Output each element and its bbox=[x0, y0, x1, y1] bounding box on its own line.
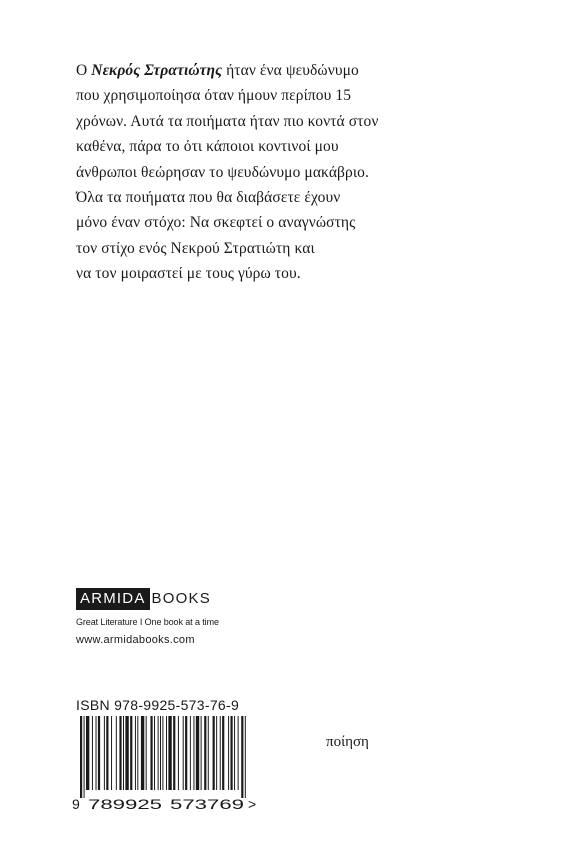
barcode-bar bbox=[178, 716, 179, 790]
barcode-bar bbox=[123, 716, 124, 790]
barcode-bar bbox=[104, 716, 105, 790]
barcode-bar bbox=[158, 716, 159, 790]
blurb-line-5: άνθρωποι θεώρησαν το ψευδώνυμο μακάβριο. bbox=[76, 163, 369, 181]
barcode bbox=[70, 714, 260, 814]
barcode-bar bbox=[98, 716, 100, 790]
pseudonym-title: Νεκρός Στρατιώτης bbox=[91, 62, 223, 79]
barcode-bar bbox=[228, 716, 229, 790]
barcode-bar bbox=[146, 716, 147, 790]
publisher-tagline: Great Literature I One book at a time bbox=[76, 617, 219, 627]
barcode-bar bbox=[234, 716, 235, 790]
barcode-bar bbox=[166, 716, 167, 790]
barcode-first-digit: 9 bbox=[72, 796, 80, 812]
barcode-bar bbox=[106, 716, 108, 790]
barcode-bar bbox=[190, 716, 191, 790]
barcode-bar bbox=[222, 716, 224, 790]
publisher-website: www.armidabooks.com bbox=[76, 634, 195, 646]
barcode-bar bbox=[130, 716, 132, 790]
barcode-digits-left: 789925 bbox=[88, 796, 163, 812]
barcode-bar bbox=[220, 716, 221, 790]
barcode-bar bbox=[168, 716, 171, 790]
barcode-bar bbox=[213, 716, 215, 790]
back-cover-blurb bbox=[76, 58, 516, 287]
blurb-line-1 bbox=[76, 58, 516, 83]
barcode-bar bbox=[92, 716, 93, 790]
barcode-bar bbox=[193, 716, 194, 790]
blurb-line-2: που χρησιμοποίησα όταν ήμουν περίπου 15 bbox=[76, 87, 352, 105]
barcode-bar bbox=[96, 716, 97, 790]
barcode-bar bbox=[230, 716, 232, 790]
blurb-line-4: καθένα, πάρα το ότι κάποιοι κοντινοί μου bbox=[76, 138, 339, 156]
blurb-line-7: μόνο έναν στόχο: Να σκεφτεί ο αναγνώστης bbox=[76, 214, 356, 232]
barcode-bars bbox=[80, 716, 246, 798]
barcode-bar bbox=[160, 716, 161, 790]
barcode-bar bbox=[111, 716, 112, 790]
barcode-bar bbox=[216, 716, 217, 790]
barcode-end-marker: > bbox=[248, 796, 257, 812]
isbn-label: ISBN 978-9925-573-76-9 bbox=[76, 697, 240, 713]
barcode-bar bbox=[241, 716, 243, 798]
barcode-bar bbox=[173, 716, 175, 790]
barcode-digits-right: 573769 bbox=[170, 796, 245, 812]
barcode-bar bbox=[183, 716, 184, 790]
barcode-bar bbox=[245, 716, 246, 798]
blurb-line-6: Όλα τα ποιήματα που θα διαβάσετε έχουν bbox=[76, 189, 341, 207]
publisher-logo bbox=[76, 587, 276, 611]
logo-plain-word: BOOKS bbox=[151, 590, 211, 607]
barcode-bar bbox=[196, 716, 199, 790]
barcode-bar bbox=[125, 716, 128, 790]
barcode-bar bbox=[80, 716, 82, 798]
barcode-bar bbox=[116, 716, 117, 790]
publisher-block bbox=[76, 587, 276, 647]
barcode-bar bbox=[137, 716, 138, 790]
genre-label: ποίηση bbox=[326, 734, 369, 750]
blurb-line-3: χρόνων. Αυτά τα ποιήματα ήταν πιο κοντά στον bbox=[76, 112, 379, 130]
blurb-line-1-end: ήταν ένα ψευδώνυμο bbox=[222, 62, 359, 79]
barcode-bar bbox=[84, 716, 85, 798]
barcode-bar bbox=[162, 716, 163, 790]
barcode-bar bbox=[185, 716, 187, 790]
logo-boxed-word: ARMIDA bbox=[76, 588, 150, 610]
blurb-line-9: να τον μοιραστεί με τους γύρω του. bbox=[76, 265, 301, 283]
barcode-bar bbox=[238, 716, 239, 790]
barcode-bar bbox=[86, 716, 89, 790]
blurb-line-8: τον στίχο ενός Νεκρού Στρατιώτη και bbox=[76, 239, 315, 257]
blurb-line-1-start: Ο bbox=[76, 62, 92, 79]
barcode-bar bbox=[154, 716, 155, 790]
barcode-bar bbox=[201, 716, 202, 790]
barcode-bar bbox=[204, 716, 206, 790]
barcode-bar bbox=[141, 716, 144, 790]
barcode-bar bbox=[119, 716, 121, 790]
barcode-bar bbox=[208, 716, 209, 790]
barcode-bar bbox=[135, 716, 136, 790]
barcode-bar bbox=[150, 716, 152, 790]
